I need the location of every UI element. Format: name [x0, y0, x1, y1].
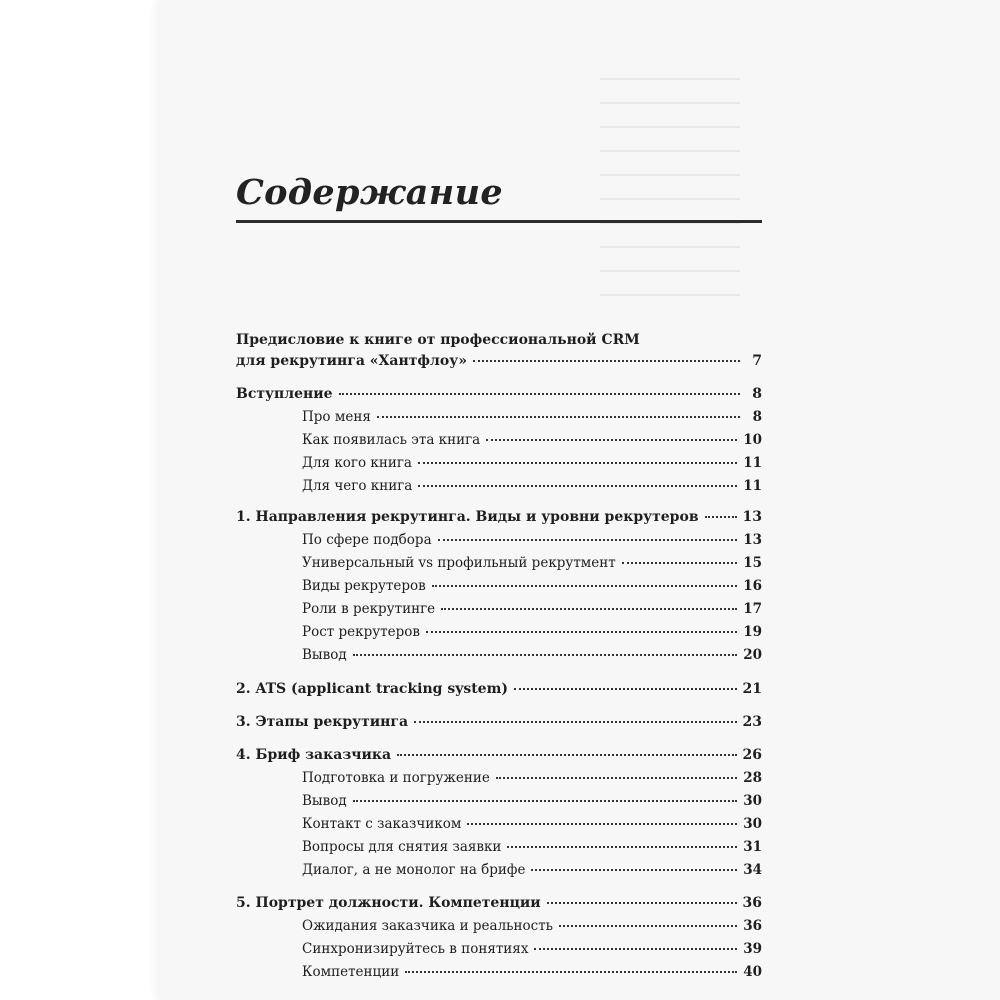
page-number: 8: [752, 409, 762, 425]
page-title: Содержание: [236, 172, 503, 213]
toc-chapter-3[interactable]: [236, 711, 762, 734]
toc-section[interactable]: [236, 552, 762, 575]
page-number: 15: [743, 555, 762, 571]
table-of-contents: [236, 330, 762, 984]
dot-leader: [377, 416, 740, 418]
section-title: Рост рекрутеров: [302, 624, 421, 640]
chapter-title: 4. Бриф заказчика: [236, 747, 392, 763]
section-title: Синхронизируйтесь в понятиях: [302, 941, 529, 957]
page-number: 34: [743, 862, 762, 878]
section-title: Как появилась эта книга: [302, 432, 481, 448]
page-number: 13: [742, 509, 762, 525]
page-number: 28: [743, 770, 762, 786]
page-number: 17: [743, 601, 762, 617]
dot-leader: [534, 948, 737, 950]
toc-section[interactable]: [236, 915, 762, 938]
toc-chapter-4[interactable]: [236, 744, 762, 767]
section-title: Подготовка и погружение: [302, 770, 490, 786]
page-number: 26: [742, 747, 762, 763]
toc-section[interactable]: [236, 790, 762, 813]
dot-leader: [432, 585, 737, 587]
dot-leader: [397, 754, 736, 756]
page-number: 19: [743, 624, 762, 640]
page-number: 20: [743, 647, 762, 663]
dot-leader: [705, 516, 737, 518]
page-number: 21: [742, 681, 762, 697]
section-title: Компетенции: [302, 964, 400, 980]
dot-leader: [496, 777, 737, 779]
toc-section[interactable]: [236, 475, 762, 498]
toc-section[interactable]: [236, 813, 762, 836]
toc-chapter-intro[interactable]: [236, 383, 762, 406]
dot-leader: [418, 485, 737, 487]
chapter-title: 2. ATS (applicant tracking system): [236, 681, 509, 697]
toc-section[interactable]: [236, 644, 762, 667]
show-through-ghost: [600, 78, 740, 298]
dot-leader: [473, 360, 740, 362]
page-number: 11: [743, 455, 762, 471]
dot-leader: [414, 721, 736, 723]
toc-entry-preface[interactable]: [236, 330, 762, 372]
dot-leader: [559, 925, 737, 927]
section-title: Вывод: [302, 793, 347, 809]
page-number: 8: [752, 386, 762, 402]
page-number: 36: [743, 918, 762, 934]
dot-leader: [547, 902, 737, 904]
page-number: 23: [742, 714, 762, 730]
page-number: 7: [752, 353, 762, 369]
section-title: Ожидания заказчика и реальность: [302, 918, 554, 934]
section-title: Для чего книга: [302, 478, 413, 494]
toc-section[interactable]: [236, 859, 762, 882]
section-title: Для кого книга: [302, 455, 412, 471]
chapter-title: 5. Портрет должности. Компетенции: [236, 895, 541, 911]
page-number: 16: [743, 578, 762, 594]
toc-section[interactable]: [236, 529, 762, 552]
toc-section[interactable]: [236, 961, 762, 984]
page-number: 31: [743, 839, 762, 855]
page-number: 36: [742, 895, 762, 911]
section-title: Про меня: [302, 409, 371, 425]
chapter-title: 3. Этапы рекрутинга: [236, 714, 409, 730]
page-number: 10: [743, 432, 762, 448]
section-title: Контакт с заказчиком: [302, 816, 462, 832]
page-number: 39: [743, 941, 762, 957]
toc-section[interactable]: [236, 767, 762, 790]
chapter-title: Вступление: [236, 386, 333, 402]
section-title: Роли в рекрутинге: [302, 601, 436, 617]
chapter-title: 1. Направления рекрутинга. Виды и уровни рекрутеров: [236, 509, 699, 525]
page-number: 13: [743, 532, 762, 548]
title-underline: [236, 220, 762, 223]
toc-section[interactable]: [236, 836, 762, 859]
toc-entry-title-line: Предисловие к книге от профессиональной CRM: [236, 332, 640, 348]
section-title: Вывод: [302, 647, 347, 663]
section-title: По сфере подбора: [302, 532, 432, 548]
dot-leader: [441, 608, 737, 610]
dot-leader: [622, 562, 737, 564]
toc-section[interactable]: [236, 406, 762, 429]
dot-leader: [339, 393, 740, 395]
dot-leader: [418, 462, 737, 464]
toc-section[interactable]: [236, 938, 762, 961]
toc-section[interactable]: [236, 621, 762, 644]
section-title: Виды рекрутеров: [302, 578, 426, 594]
page-number: 30: [743, 793, 762, 809]
toc-section[interactable]: [236, 429, 762, 452]
dot-leader: [507, 846, 737, 848]
dot-leader: [353, 654, 737, 656]
toc-section[interactable]: [236, 598, 762, 621]
page-number: 11: [743, 478, 762, 494]
page-number: 40: [743, 964, 762, 980]
toc-chapter-1[interactable]: [236, 506, 762, 529]
dot-leader: [353, 800, 737, 802]
dot-leader: [438, 539, 738, 541]
section-title: Вопросы для снятия заявки: [302, 839, 502, 855]
dot-leader: [405, 971, 737, 973]
page-number: 30: [743, 816, 762, 832]
toc-chapter-2[interactable]: [236, 678, 762, 701]
dot-leader: [531, 869, 737, 871]
section-title: Диалог, а не монолог на брифе: [302, 862, 526, 878]
dot-leader: [426, 631, 737, 633]
dot-leader: [486, 439, 737, 441]
toc-section[interactable]: [236, 452, 762, 475]
dot-leader: [514, 688, 736, 690]
toc-chapter-5[interactable]: [236, 892, 762, 915]
section-title: Универсальный vs профильный рекрутмент: [302, 555, 616, 571]
toc-section[interactable]: [236, 575, 762, 598]
toc-entry-title-line: для рекрутинга «Хантфлоу»: [236, 353, 467, 369]
dot-leader: [467, 823, 737, 825]
